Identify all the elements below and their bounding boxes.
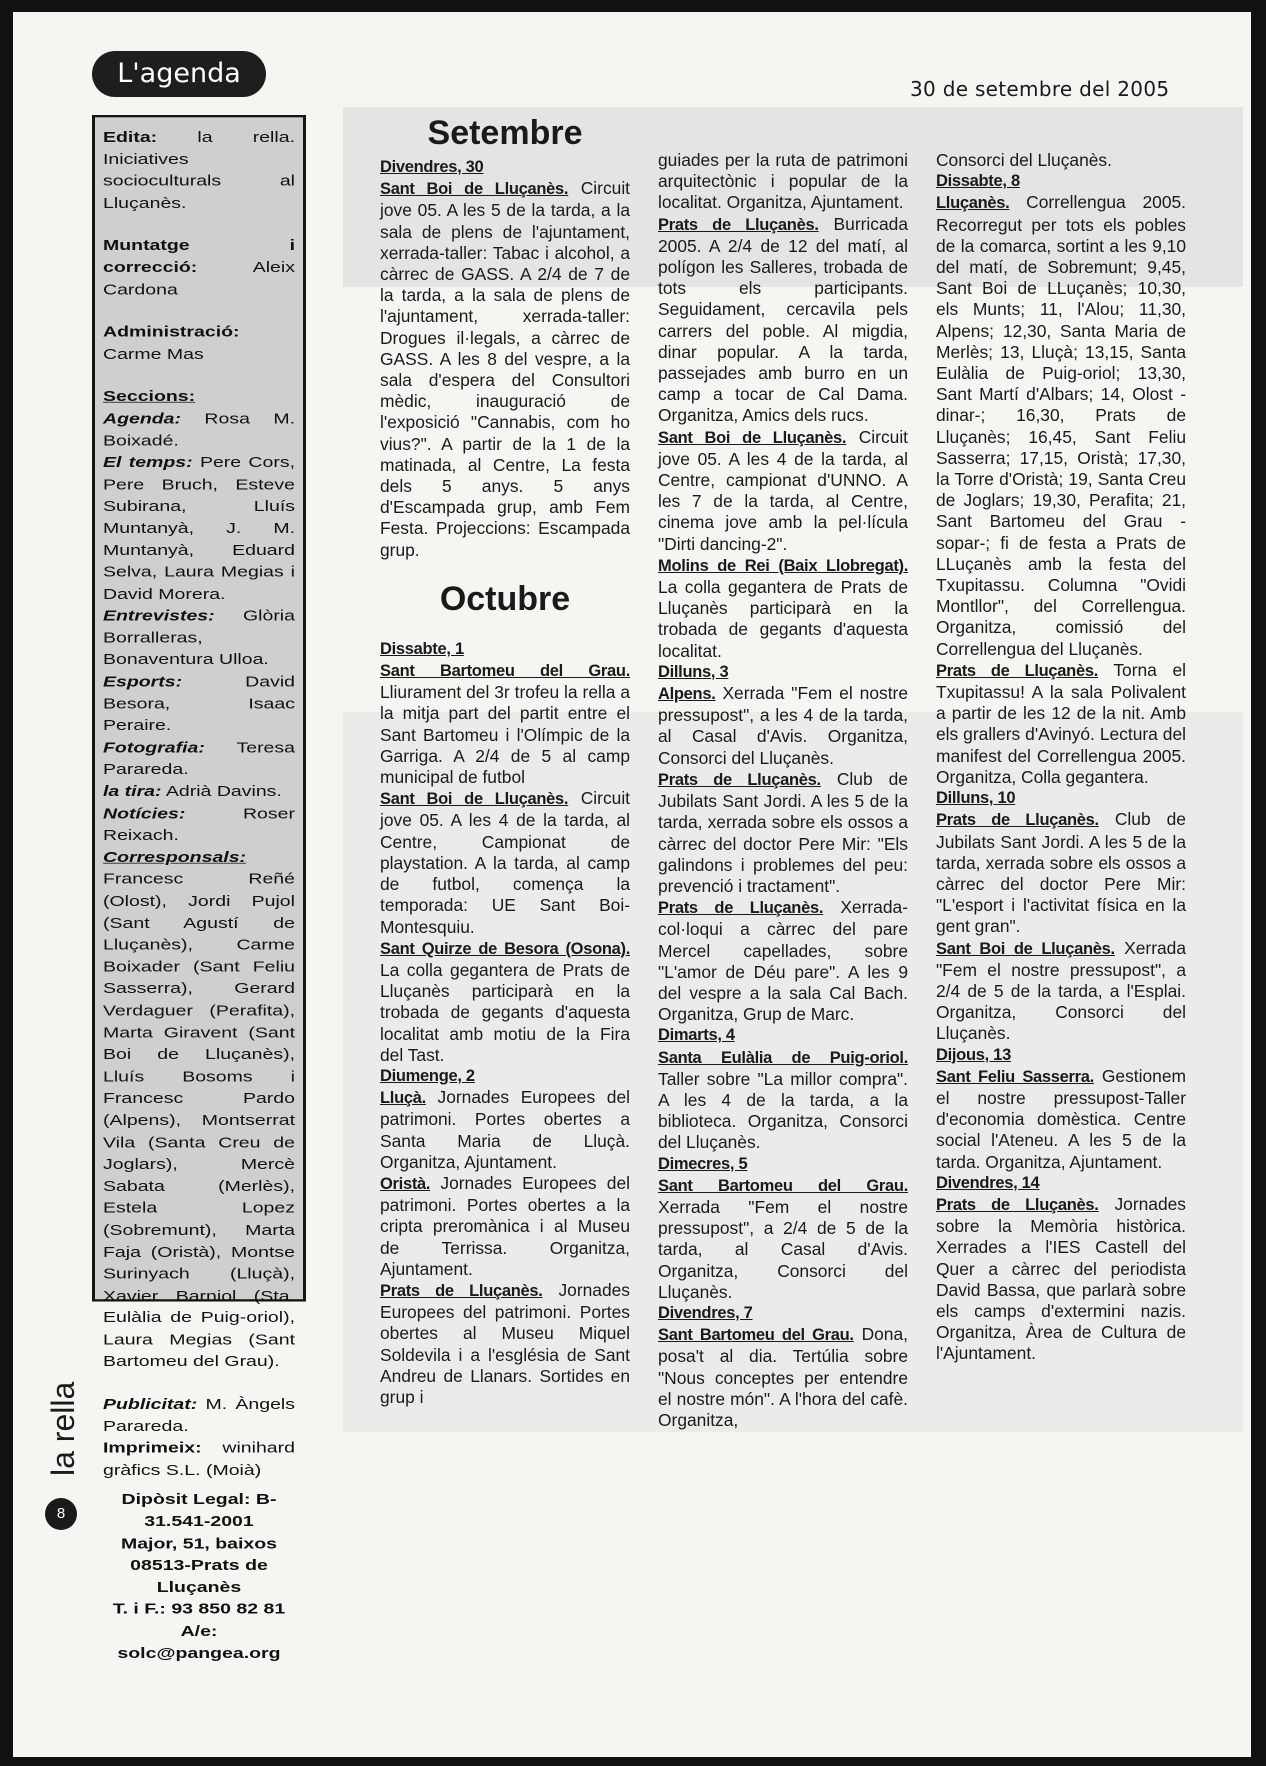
credit-email[interactable]: A/e: solc@pangea.org	[117, 1622, 281, 1662]
day-heading: Dijous, 13	[936, 1045, 1011, 1064]
agenda-column-3	[936, 150, 1186, 1365]
credits-box	[92, 115, 306, 1662]
event-entry: Prats de Lluçanès. Jornades sobre la Memòria històrica. Xerrades a l'IES Castell del Quer a càrrec del periodista David Bassa, que parlarà sobre els camps d'extermini nazis. Organitza, Àrea de Cultura de l'Ajuntament.	[936, 1193, 1186, 1364]
credit-tira: la tira: Adrià Davins.	[103, 783, 282, 800]
day-heading: Dimecres, 5	[658, 1154, 748, 1173]
day-heading: Dilluns, 3	[658, 662, 729, 681]
day-heading: Divendres, 7	[658, 1303, 753, 1322]
event-entry: Sant Quirze de Besora (Osona). La colla gegantera de Prats de Lluçanès participarà en la trobada de gegants d'aquesta localitat amb motiu de la Fira del Tast.	[380, 939, 630, 1065]
event-entry: Sant Boi de Lluçanès. Xerrada "Fem el nostre pressupost", a 2/4 de 5 de la tarda, a l'Esplai. Organitza, Consorci del Lluçanès.	[936, 937, 1187, 1044]
credit-address-2: 08513-Prats de Lluçanès	[130, 1557, 268, 1596]
page-number: 8	[45, 1498, 77, 1530]
event-entry: Prats de Lluçanès. Club de Jubilats Sant Jordi. A les 5 de la tarda, xerrada sobre els ossos a càrrec del doctor Pere Mir: "L'esport i l'activitat física en la gent gran".	[936, 809, 1186, 937]
event-entry: Oristà. Jornades Europees del patrimoni. Portes obertes a la cripta preromànica i al Museu de Terrissa. Organitza, Ajuntament.	[380, 1172, 630, 1279]
credit-seccions: Seccions:	[103, 388, 196, 406]
event-entry: Sant Boi de Lluçanès. Circuit jove 05. A les 4 de la tarda, al Centre, campionat d'UNNO. A les 7 de la tarda, al Centre, cinema jove amb la pel·lícula "Dirti dancing-2".	[658, 426, 909, 554]
credit-esports: Esports: David Besora, Isaac Peraire.	[103, 673, 295, 735]
day-heading: Diumenge, 2	[380, 1066, 475, 1085]
month-heading-setembre: Setembre	[427, 114, 583, 152]
credit-muntatge: Muntatge i correcció: Aleix Cardona	[103, 237, 295, 298]
credit-agenda: Agenda: Rosa M. Boixadé.	[103, 410, 295, 450]
credit-diposit: Dipòsit Legal: B-31.541-2001	[121, 1491, 277, 1531]
credit-imprimeix: Imprimeix: winihard gràfics S.L. (Moià)	[103, 1439, 295, 1479]
issue-date: 30 de setembre del 2005	[910, 77, 1170, 101]
event-entry: Consorci del Lluçanès.	[936, 150, 1112, 170]
event-entry: Sant Boi de Lluçanès. Circuit jove 05. A les 4 de la tarda, al Centre, Campionat de playstation. A la tarda, al camp de futbol, comença la temporada: UE Sant Boi-Montesquiu.	[380, 788, 631, 937]
day-heading: Divendres, 30	[380, 158, 484, 176]
credit-temps: El temps: Pere Cors, Pere Bruch, Esteve Subirana, Lluís Muntanyà, J. M. Muntanyà, Eduard Selva, Laura Megias i David Morera.	[103, 454, 295, 603]
credit-edita: Edita: la rella. Iniciatives socioculturals al Lluçanès.	[103, 128, 295, 212]
credit-noticies: Notícies: Roser Reixach.	[103, 804, 295, 844]
event-entry: Prats de Lluçanès. Torna el Txupitassu! A la sala Polivalent a partir de les 12 de la nit. Amb els grallers d'Avinyó. Lectura del manifest del Correllengua 2005. Organitza, Colla gegantera.	[936, 659, 1186, 787]
event-entry: Lluçà. Jornades Europees del patrimoni. Portes obertes a Santa Maria de Lluçà. Organitza, Ajuntament.	[380, 1087, 630, 1172]
credit-entrevistes: Entrevistes: Glòria Borralleras, Bonaventura Ulloa.	[103, 607, 295, 669]
event-entry: Prats de Lluçanès. Xerrada-col·loqui a càrrec del pare Mercel capellades, sobre "L'amor de Déu pare". A les 9 del vespre a la sala Cal Bach. Organitza, Grup de Marc.	[658, 897, 908, 1025]
credit-corresponsals: Corresponsals: Francesc Reñé (Olost), Jordi Pujol (Sant Agustí de Lluçanès), Carme Boixader (Sant Feliu Sasserra), Gerard Verdaguer (Perafita), Marta Giravent (Sant Boi de Lluçanès), Lluís Bosoms i Francesc Pardo (Alpens), Montserrat Vila (Santa Creu de Joglars), Mercè Sabata (Merlès), Estela Lopez (Sobremunt), Marta Faja (Oristà), Montse Surinyach (Lluçà), Xavier Barniol (Sta. Eulàlia de Puig-oriol), Laura Megias (Sant Bartomeu del Grau).	[103, 848, 295, 1371]
credit-address-1: Major, 51, baixos	[120, 1535, 278, 1553]
credit-phone: T. i F.: 93 850 82 81	[112, 1600, 286, 1618]
event-entry: Sant Bartomeu del Grau. Lliurament del 3r trofeu la rella a la mitja part del partit entre el Sant Bartomeu i l'Olímpic de la Garriga. A 2/4 de 5 al camp municipal de futbol	[380, 662, 630, 788]
event-entry: Prats de Lluçanès. Jornades Europees del patrimoni. Portes obertes al Museu Miquel Soldevila i a l'església de Sant Andreu de Llanars. Sortides en grup i	[380, 1279, 630, 1407]
credit-publicitat: Publicitat: M. Àngels Parareda.	[103, 1395, 296, 1435]
event-entry: Sant Bartomeu del Grau. Xerrada "Fem el nostre pressupost", a 2/4 de 5 de la tarda, al Casal d'Avis. Organitza, Consorci del Lluçanès.	[658, 1176, 908, 1302]
day-heading: Dissabte, 1	[380, 639, 464, 658]
event-entry: guiades per la ruta de patrimoni arquitectònic i popular de la localitat. Organitza, Ajuntament.	[658, 150, 908, 213]
credit-admin: Administració: Carme Mas	[103, 323, 240, 363]
event-entry: Santa Eulàlia de Puig-oriol. Taller sobre "La millor compra". A les 4 de la tarda, a la biblioteca. Organitza, Consorci del Lluçanès.	[658, 1048, 908, 1153]
event-entry: Sant Boi de Lluçanès. Circuit jove 05. A les 5 de la tarda, a la sala de plens de l'ajuntament, xerrada-taller: Tabac i alcohol, a càrrec de GASS. A 2/4 de 7 de la tarda, a la sala de plens de l'ajuntament, xerrada-taller: Drogues il·legals, a càrrec de GASS. A les 8 del vespre, a la sala d'espera del Consultori mèdic, inauguració de l'exposició "Cannabis, com ho vius?". A partir de la 1 de la matinada, al Centre, La festa dels 5 anys. 5 anys d'Escampada grup, amb Fem Festa. Projeccions: Escampada grup.	[380, 178, 631, 560]
event-entry: Lluçanès. Correllengua 2005. Recorregut per tots els pobles de la comarca, sortint a les 9,10 del matí, de Sobremunt; 9,45, Sant Boi de LLuçanès; 10,30, els Munts; 11, l'Alou; 11,30, Alpens; 12,30, Santa Maria de Merlès; 13, Lluçà; 13,15, Santa Eulàlia de Puig-oriol; 13,30, Sant Martí d'Albars; 14, Olost -dinar-; 16,30, Prats de Lluçanès; 16,45, Sant Feliu Sasserra; 17,15, Oristà; 17,30, la Torre d'Oristà; 19, Santa Creu de Joglars; 19,30, Perafita; 21, Sant Bartomeu del Grau -sopar-; fi de festa a Prats de LLuçanès amb la festa del Txupitassu. Columna "Ovidi Montllor", del Correllengua. Organitza, comissió del Correllengua del Lluçanès.	[936, 192, 1186, 659]
event-entry: Sant Bartomeu del Grau. Dona, posa't al dia. Tertúlia sobre "Nous conceptes per entendre el nostre món". A l'hora del cafè. Organitza,	[658, 1324, 908, 1430]
day-heading: Dimarts, 4	[658, 1026, 735, 1045]
month-heading-octubre: Octubre	[439, 579, 571, 618]
event-entry: Sant Feliu Sasserra. Gestionem el nostre pressupost-Taller d'economia domèstica. Centre social l'Ateneu. A les 5 de la tarda. Organitza, Ajuntament.	[936, 1065, 1186, 1172]
agenda-column-2	[658, 150, 908, 1431]
agenda-column-1	[380, 113, 630, 1408]
day-heading: Divendres, 14	[936, 1173, 1040, 1192]
event-entry: Prats de Lluçanès. Club de Jubilats Sant Jordi. A les 5 de la tarda, xerrada sobre els ossos a càrrec del doctor Pere Mir: "Els galindons i problemes del peu: prevenció i tractament".	[658, 768, 908, 896]
credit-fotografia: Fotografia: Teresa Parareda.	[103, 739, 295, 779]
event-entry: Molins de Rei (Baix Llobregat). La colla gegantera de Prats de Lluçanès participarà en la trobada de gegants d'aquesta localitat.	[658, 556, 908, 661]
magazine-name: la rella	[45, 1381, 81, 1476]
day-heading: Dilluns, 10	[936, 789, 1016, 808]
day-heading: Dissabte, 8	[936, 172, 1020, 191]
event-entry: Prats de Lluçanès. Burricada 2005. A 2/4 de 12 del matí, al polígon les Salleres, trobada de tots els participants. Seguidament, cercavila pels carrers del poble. Al migdia, dinar popular. A la tarda, passejades amb burro en un camp a tocar de Cal Dama. Organitza, Amics dels rucs.	[658, 213, 908, 426]
event-entry: Alpens. Xerrada "Fem el nostre pressupost", a les 4 de la tarda, al Casal d'Avis. Organitza, Consorci del Lluçanès.	[658, 683, 908, 768]
section-label: L'agenda	[92, 51, 266, 97]
